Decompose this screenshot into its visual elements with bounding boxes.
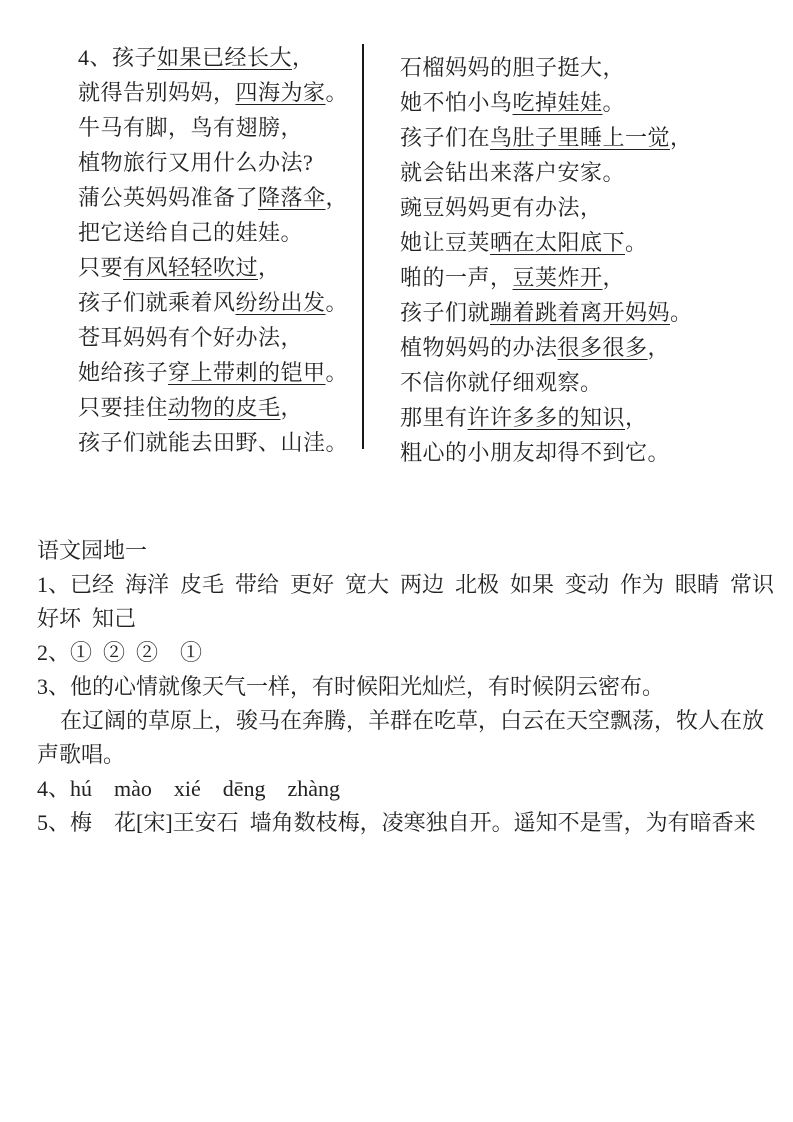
poem-text: 她给孩子 <box>78 360 169 385</box>
underlined-answer-phrase: 纷纷出发 <box>235 290 326 315</box>
underlined-answer-phrase: 动物的皮毛 <box>168 395 281 420</box>
poem-text: ， <box>647 335 671 360</box>
underlined-answer-phrase: 晒在太阳底下 <box>490 230 626 255</box>
poem-text: 。 <box>602 90 626 115</box>
poem-text: ， <box>325 185 349 210</box>
poem-text: 。 <box>325 360 349 385</box>
poem-line <box>400 435 693 470</box>
poem-line <box>400 295 693 330</box>
poem-line <box>400 155 693 190</box>
poem-text: 孩子们就乘着风 <box>78 290 236 315</box>
poem-text: 那里有 <box>400 405 468 430</box>
poem-text: 不信你就仔细观察。 <box>400 370 603 395</box>
poem-answer-section <box>0 0 793 470</box>
poem-line <box>78 320 362 355</box>
poem-line <box>400 50 693 85</box>
underlined-answer-phrase: 有风轻轻吹过 <box>123 255 259 280</box>
poem-line <box>78 355 362 390</box>
poem-line <box>400 400 693 435</box>
answer-line: 在辽阔的草原上，骏马在奔腾，羊群在吃草，白云在天空飘荡，牧人在放声歌唱。 <box>37 708 765 767</box>
underlined-answer-phrase: 鸟肚子里睡上一觉 <box>490 125 671 150</box>
underlined-answer-phrase: 很多很多 <box>557 335 648 360</box>
underlined-answer-phrase: 吃掉娃娃 <box>512 90 603 115</box>
answer-line: 5、梅 花[宋]王安石 墙角数枝梅，凌寒独自开。遥知不是雪，为有暗香来 <box>37 810 756 835</box>
underlined-answer-phrase: 降落伞 <box>258 185 326 210</box>
poem-line <box>78 75 362 110</box>
poem-line <box>78 250 362 285</box>
poem-text: ， <box>602 265 626 290</box>
poem-text: 孩子们在 <box>400 125 491 150</box>
poem-text: 。 <box>625 230 648 255</box>
poem-line <box>400 85 693 120</box>
poem-text: 豌豆妈妈更有办法， <box>400 195 603 220</box>
poem-text: 只要 <box>78 255 124 280</box>
answer-line: 4、hú mào xié dēng zhàng <box>37 776 341 801</box>
poem-line <box>400 260 693 295</box>
poem-line <box>78 40 362 75</box>
poem-line <box>400 330 693 365</box>
section-title: 语文园地一 <box>37 538 148 563</box>
poem-line <box>78 180 362 215</box>
poem-line <box>78 110 362 145</box>
poem-line <box>400 120 693 155</box>
poem-text: 她让豆荚 <box>400 230 491 255</box>
underlined-answer-phrase: 穿上带刺的铠甲 <box>168 360 326 385</box>
underlined-answer-phrase: 豆荚炸开 <box>512 265 603 290</box>
poem-text: 就会钻出来落户安家。 <box>400 160 626 185</box>
poem-text: 她不怕小鸟 <box>400 90 513 115</box>
underlined-answer-phrase: 蹦着跳着离开妈妈 <box>490 300 671 325</box>
poem-line <box>78 215 362 250</box>
answer-line: 2、① ② ② ① <box>37 640 203 665</box>
poem-line <box>78 425 362 460</box>
poem-text: 孩子们就能去田野、山洼。 <box>78 430 349 455</box>
poem-line <box>78 145 362 180</box>
poem-text: 4、孩子 <box>78 45 158 70</box>
answer-line: 1、已经 海洋 皮毛 带给 更好 宽大 两边 北极 如果 变动 作为 眼睛 常识 好坏 知己 <box>37 572 775 631</box>
poem-text: 只要挂住 <box>78 395 169 420</box>
poem-line <box>78 285 362 320</box>
poem-text: ， <box>670 125 693 150</box>
poem-text: 植物旅行又用什么办法? <box>78 150 314 175</box>
poem-text: ， <box>292 45 315 70</box>
poem-text: ， <box>625 405 648 430</box>
poem-right-column <box>364 40 693 470</box>
poem-line <box>400 225 693 260</box>
poem-text: 牛马有脚，鸟有翅膀， <box>78 115 304 140</box>
poem-text: 粗心的小朋友却得不到它。 <box>400 440 671 465</box>
poem-text: 石榴妈妈的胆子挺大， <box>400 55 626 80</box>
poem-line <box>400 190 693 225</box>
poem-left-column <box>0 40 362 460</box>
poem-text: ， <box>258 255 281 280</box>
poem-text: 蒲公英妈妈准备了 <box>78 185 259 210</box>
poem-text: 就得告别妈妈， <box>78 80 236 105</box>
underlined-answer-phrase: 如果已经长大 <box>157 45 293 70</box>
answer-list <box>37 568 782 840</box>
poem-text: ， <box>280 395 304 420</box>
poem-text: 啪的一声， <box>400 265 513 290</box>
poem-text: 把它送给自己的娃娃。 <box>78 220 304 245</box>
poem-text: 。 <box>325 80 349 105</box>
poem-text: 。 <box>325 290 349 315</box>
underlined-answer-phrase: 四海为家 <box>235 80 326 105</box>
answer-line: 3、他的心情就像天气一样，有时候阳光灿烂，有时候阴云密布。 <box>37 674 665 699</box>
underlined-answer-phrase: 许许多多的知识 <box>467 405 626 430</box>
poem-text: 植物妈妈的办法 <box>400 335 558 360</box>
poem-text: 孩子们就 <box>400 300 491 325</box>
poem-line <box>78 390 362 425</box>
poem-text: 苍耳妈妈有个好办法， <box>78 325 304 350</box>
poem-text: 。 <box>670 300 693 325</box>
garden-answers-section <box>37 534 782 840</box>
poem-line <box>400 365 693 400</box>
